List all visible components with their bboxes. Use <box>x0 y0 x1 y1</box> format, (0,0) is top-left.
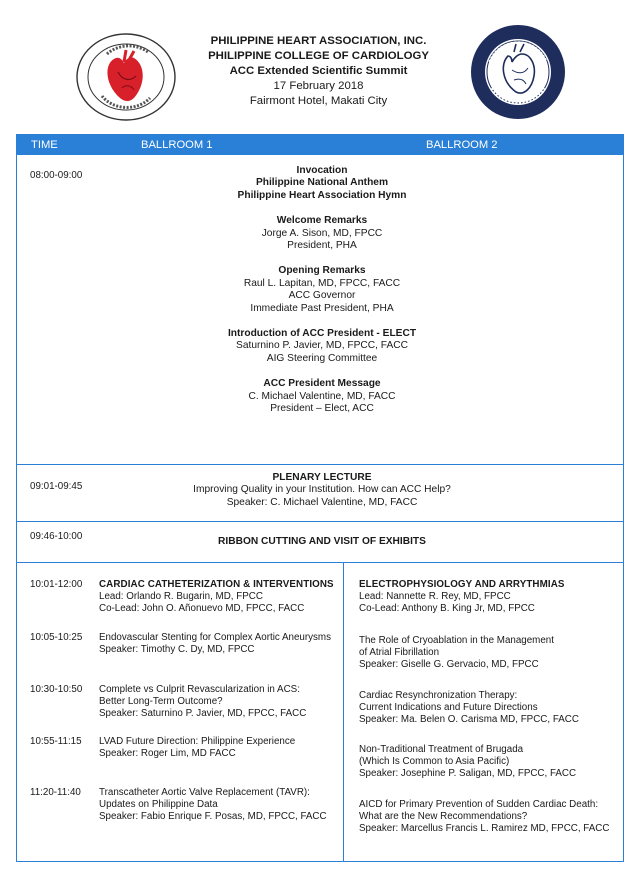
plenary-title: PLENARY LECTURE <box>272 472 372 483</box>
talk-title: AICD for Primary Prevention of Sudden Cardiac Death: <box>359 799 599 810</box>
track-lead: Lead: Orlando R. Bugarin, MD, FPCC <box>99 591 263 603</box>
president-message-title: ACC President Message <box>263 378 381 390</box>
talk-title: The Role of Cryoablation in the Management <box>359 635 554 646</box>
row-divider <box>17 464 623 465</box>
ballroom1-talk <box>99 736 345 760</box>
talk-title: Cardiac Resynchronization Therapy: <box>359 690 518 701</box>
session-time: 10:55-11:15 <box>30 736 82 747</box>
organizer-line-2: PHILIPPINE COLLEGE OF CARDIOLOGY <box>208 50 429 62</box>
track-lead: Lead: Nannette R. Rey, MD, FPCC <box>359 591 511 603</box>
opening-program <box>77 165 567 416</box>
national-anthem: Philippine National Anthem <box>255 177 389 189</box>
plenary-lecture <box>77 472 567 509</box>
table-header <box>17 135 623 155</box>
opening-speaker: Raul L. Lapitan, MD, FPCC, FACC <box>243 277 401 289</box>
organizer-line-1: PHILIPPINE HEART ASSOCIATION, INC. <box>210 35 427 47</box>
session-time: 10:05-10:25 <box>30 632 83 643</box>
talk-title: Transcatheter Aortic Valve Replacement (TAVR): <box>99 787 310 798</box>
opening-speaker-role: ACC Governor <box>288 290 356 302</box>
talk-subtitle: Updates on Philippine Data <box>99 799 218 811</box>
opening-time: 08:00-09:00 <box>30 170 83 181</box>
event-info <box>150 34 487 109</box>
plenary-topic: Improving Quality in your Institution. How can ACC Help? <box>193 484 451 496</box>
pha-hymn: Philippine Heart Association Hymn <box>237 189 407 201</box>
president-message-role: President – Elect, ACC <box>270 403 374 415</box>
plenary-speaker: Speaker: C. Michael Valentine, MD, FACC <box>226 496 418 508</box>
ballroom2-talk <box>359 744 621 781</box>
welcome-speaker: Jorge A. Sison, MD, FPCC <box>261 227 383 239</box>
talk-speaker: Speaker: Ma. Belen O. Carisma MD, FPCC, FACC <box>359 714 579 726</box>
talk-subtitle: Current Indications and Future Directions <box>359 702 538 714</box>
event-title: ACC Extended Scientific Summit <box>229 65 408 77</box>
talk-speaker: Speaker: Saturnino P. Javier, MD, FPCC, FACC <box>99 708 307 720</box>
track-title: CARDIAC CATHETERIZATION & INTERVENTIONS <box>99 579 334 590</box>
track-co-lead: Co-Lead: Anthony B. King Jr, MD, FPCC <box>359 603 535 615</box>
ballroom1-track-header <box>99 579 345 616</box>
welcome-speaker-role: President, PHA <box>287 240 357 252</box>
event-venue: Fairmont Hotel, Makati City <box>249 95 388 107</box>
track-title: ELECTROPHYSIOLOGY AND ARRYTHMIAS <box>359 579 565 590</box>
talk-speaker: Speaker: Fabio Enrique F. Posas, MD, FPCC, FACC <box>99 811 327 823</box>
talk-speaker: Speaker: Timothy C. Dy, MD, FPCC <box>99 644 255 656</box>
ballroom1-talk <box>99 787 345 824</box>
ballroom2-talk <box>359 690 621 727</box>
session-time: 10:01-12:00 <box>30 579 83 590</box>
talk-speaker: Speaker: Giselle G. Gervacio, MD, FPCC <box>359 659 539 671</box>
talk-title: Non-Traditional Treatment of Brugada <box>359 744 524 755</box>
talk-subtitle: What are the New Recommendations? <box>359 811 528 823</box>
ribbon-cutting <box>77 536 567 548</box>
talk-subtitle: of Atrial Fibrillation <box>359 647 440 659</box>
opening-remarks-title: Opening Remarks <box>278 265 366 277</box>
ballroom2-talk <box>359 635 621 672</box>
page-header <box>0 0 637 130</box>
talk-title: Complete vs Culprit Revascularization in ACS: <box>99 684 300 695</box>
program-table <box>16 134 624 862</box>
ballroom1-talk <box>99 684 345 721</box>
ribbon-time: 09:46-10:00 <box>30 531 83 542</box>
ballroom2-track-header <box>359 579 621 616</box>
talk-subtitle: Better Long-Term Outcome? <box>99 696 223 708</box>
track-co-lead: Co-Lead: John O. Añonuevo MD, FPCC, FACC <box>99 603 305 615</box>
talk-speaker: Speaker: Marcellus Francis L. Ramirez MD, FPCC, FACC <box>359 823 610 835</box>
ribbon-title: RIBBON CUTTING AND VISIT OF EXHIBITS <box>218 536 426 547</box>
ballroom-1-header: BALLROOM 1 <box>141 139 213 151</box>
ballroom-2-header: BALLROOM 2 <box>426 139 498 151</box>
talk-title: Endovascular Stenting for Complex Aortic Aneurysms <box>99 632 331 643</box>
introduction-title: Introduction of ACC President - ELECT <box>227 328 417 340</box>
ballroom1-talk <box>99 632 345 656</box>
talk-title: LVAD Future Direction: Philippine Experience <box>99 736 296 747</box>
president-message-speaker: C. Michael Valentine, MD, FACC <box>248 390 396 402</box>
opening-speaker-role: Immediate Past President, PHA <box>250 302 394 314</box>
introduction-speaker-role: AIG Steering Committee <box>266 352 378 364</box>
talk-speaker: Speaker: Josephine P. Saligan, MD, FPCC, FACC <box>359 768 577 780</box>
invocation: Invocation <box>296 165 348 176</box>
time-column-header: TIME <box>31 139 58 151</box>
introduction-speaker: Saturnino P. Javier, MD, FPCC, FACC <box>236 340 408 352</box>
acc-seal-logo <box>468 22 568 122</box>
row-divider <box>17 521 623 522</box>
session-time: 11:20-11:40 <box>30 787 81 798</box>
ballroom2-talk <box>359 799 621 836</box>
talk-speaker: Speaker: Roger Lim, MD FACC <box>99 748 236 760</box>
event-date: 17 February 2018 <box>273 80 364 92</box>
talk-subtitle: (Which Is Common to Asia Pacific) <box>359 756 510 768</box>
row-divider <box>17 562 623 563</box>
plenary-time: 09:01-09:45 <box>30 481 83 492</box>
session-time: 10:30-10:50 <box>30 684 83 695</box>
welcome-remarks-title: Welcome Remarks <box>276 215 368 227</box>
